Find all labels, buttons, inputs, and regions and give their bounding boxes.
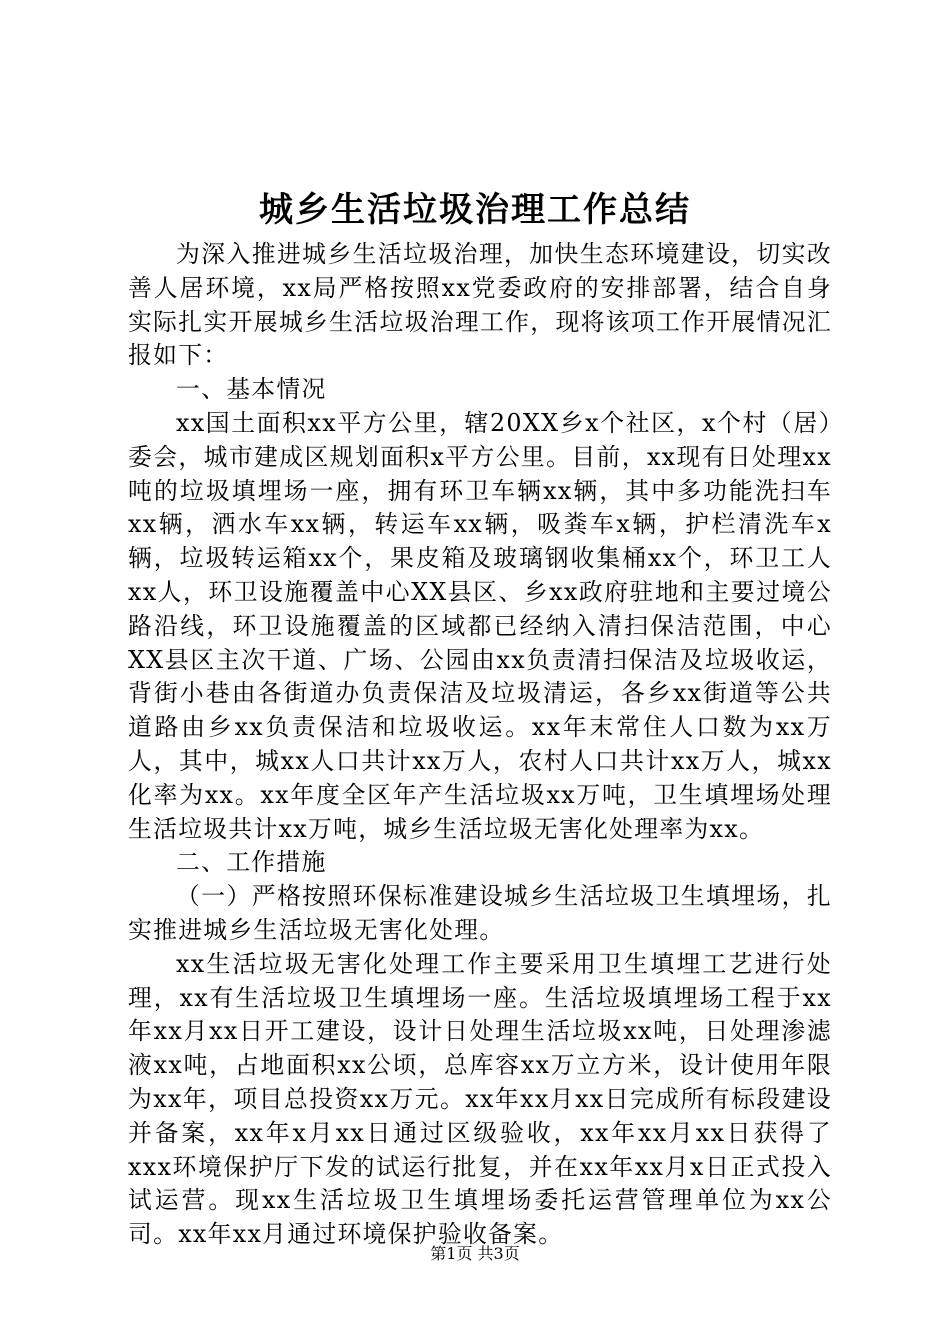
intro-paragraph: 为深入推进城乡生活垃圾治理，加快生态环境建设，切实改善人居环境，xx局严格按照xx党委政府的安排部署，结合自身实际扎实开展城乡生活垃圾治理工作，现将该项工作开展情况汇报如下： [128,240,832,370]
document-title: 城乡生活垃圾治理工作总结 [259,190,691,230]
basic-situation-paragraph: xx国土面积xx平方公里，辖20XX乡x个社区，x个村（居）委会，城市建成区规划面积x平方公里。目前，xx现有日处理xx吨的垃圾填埋场一座，拥有环卫车辆xx辆，其中多功能洗扫车xx辆，洒水车xx辆，转运车xx辆，吸粪车x辆，护栏清洗车x辆，垃圾转运箱xx个，果皮箱及玻璃钢收集桶xx个，环卫工人xx人，环卫设施覆盖中心XX县区、乡xx政府驻地和主要过境公路沿线，环卫设施覆盖的区域都已经纳入清扫保洁范围，中心XX县区主次干道、广场、公园由xx负责清扫保洁及垃圾收运，背街小巷由各街道办负责保洁及垃圾清运，各乡xx街道等公共道路由乡xx负责保洁和垃圾收运。xx年末常住人口数为xx万人，其中，城xx人口共计xx万人，农村人口共计xx万人，城xx化率为xx。xx年度全区年产生活垃圾xx万吨，卫生填埋场处理生活垃圾共计xx万吨，城乡生活垃圾无害化处理率为xx。 [128,408,832,843]
landfill-paragraph: xx生活垃圾无害化处理工作主要采用卫生填埋工艺进行处理，xx有生活垃圾卫生填埋场一座。生活垃圾填埋场工程于xx年xx月xx日开工建设，设计日处理生活垃圾xx吨，日处理渗滤液xx吨，占地面积xx公顷，总库容xx万立方米，设计使用年限为xx年，项目总投资xx万元。xx年xx月xx日完成所有标段建设并备案，xx年x月xx日通过区级验收，xx年xx月xx日获得了xxx环境保护厅下发的试运行批复，并在xx年xx月x日正式投入试运营。现xx生活垃圾卫生填埋场委托运营管理单位为xx公司。xx年xx月通过环境保护验收备案。 [128,949,832,1249]
page-footer: 第1页 共3页 [430,1244,520,1263]
document-body [128,238,832,1252]
section-heading-work-measures: 二、工作措施 [176,848,327,877]
subsection-heading-1: （一）严格按照环保标准建设城乡生活垃圾卫生填埋场，扎实推进城乡生活垃圾无害化处理。 [128,882,832,944]
section-heading-basic-situation: 一、基本情况 [176,375,327,404]
